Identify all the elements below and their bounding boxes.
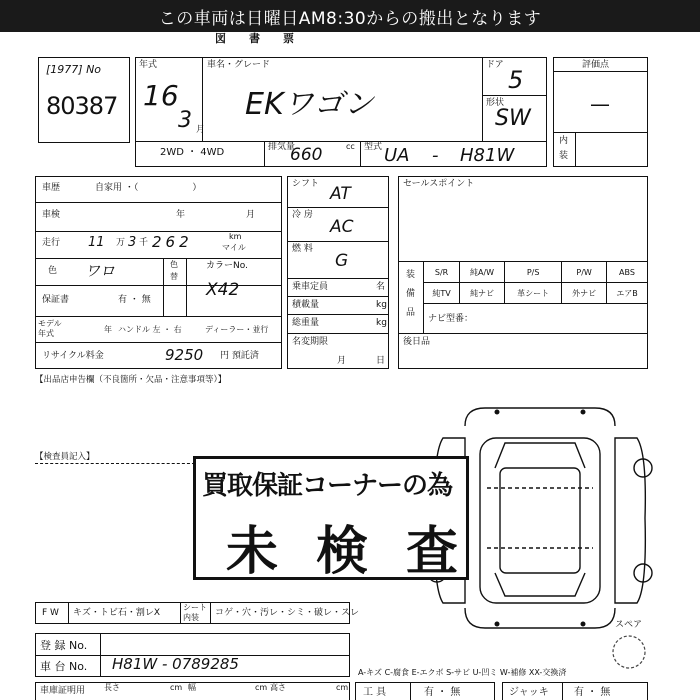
mileage-man: 11 [88, 235, 105, 250]
color-value: ワロ [85, 262, 116, 280]
model-year-label-1: モデル [38, 319, 62, 328]
mileage-label: 走行 [42, 238, 61, 248]
rating-label: 評価点 [582, 60, 610, 70]
equipment-grid [423, 261, 648, 304]
seat-damage-codes: コゲ・穴・汚レ・シミ・破レ・スレ [215, 608, 360, 618]
model-name: EKワゴン [245, 87, 374, 122]
equipment-cell: ABS [607, 262, 648, 283]
width-label: 幅 [188, 683, 196, 692]
lot-number: 80387 [46, 92, 118, 120]
spare-label: スペア [615, 620, 643, 630]
year-era: 16 [143, 79, 179, 112]
tools-label: 工 具 [363, 687, 387, 698]
equipment-cell: 外ナビ [562, 283, 607, 304]
color-change-label-1: 色 [170, 260, 178, 269]
registration-label: 登 録 No. [40, 639, 88, 652]
month-unit: 月 [196, 125, 206, 135]
recycle-unit: 円 預託済 [220, 351, 259, 361]
jack-value: 有 ・ 無 [574, 687, 611, 698]
chassis-number: H81W - 0789285 [112, 655, 239, 673]
displacement-value: 660 [290, 145, 323, 165]
displacement-label: 排気量 [268, 142, 296, 152]
equipment-label-1: 装 [406, 270, 416, 280]
mileage-sen-unit: 千 [139, 238, 149, 248]
load-unit: kg [376, 300, 387, 310]
interior-label-2: 装 [559, 151, 569, 161]
name-change-day: 日 [376, 356, 386, 366]
doors-value: 5 [508, 66, 524, 94]
inspection-year: 年 [176, 210, 186, 220]
stamp-line-1: 買取保証コーナーの為 [202, 471, 453, 501]
mileage-unit-km: km [229, 232, 242, 241]
load-label: 積載量 [292, 300, 320, 310]
equipment-cell: エアB [607, 283, 648, 304]
mileage-sen: 3 [128, 235, 137, 250]
equipment-label-3: 品 [406, 308, 416, 318]
mileage-rest: 262 [152, 233, 193, 251]
navi-model-label: ナビ型番： [428, 314, 474, 324]
fuel-label: 燃 料 [292, 244, 313, 254]
equipment-cell: 純TV [424, 283, 460, 304]
shift-label: シフト [292, 179, 320, 189]
equipment-cell: P/S [505, 262, 562, 283]
model-year-label-2: 年式 [38, 329, 54, 338]
handle-side: ハンドル 左 ・ 右 [118, 325, 182, 334]
height-label: 高さ [270, 683, 286, 692]
model-code-label: 型式 [364, 142, 383, 152]
aircon-label: 冷 房 [292, 210, 313, 220]
sales-point-label: セールスポイント [403, 179, 475, 189]
drive-type: 2WD ・ 4WD [160, 147, 225, 158]
jack-label: ジャッキ [509, 687, 549, 698]
lot-tag: [1977] No [46, 63, 102, 76]
model-code-dash: - [432, 145, 439, 166]
color-number: X42 [206, 280, 240, 300]
equipment-cell: S/R [424, 262, 460, 283]
sheet-title-fragment: 図 書 票 [215, 32, 300, 45]
weight-label: 総重量 [292, 318, 320, 328]
garage-cert-label: 車庫証明用 [40, 686, 86, 696]
inspection-month: 月 [246, 210, 256, 220]
weight-unit: kg [376, 318, 387, 328]
fw-damage-codes: キズ・トビ石・割レX [73, 608, 160, 618]
model-code-prefix: UA [384, 145, 410, 166]
inspection-label: 車検 [42, 210, 61, 220]
model-code-value: H81W [460, 145, 515, 166]
exhibitor-notes-label: 【出品店申告欄（不良箇所・欠品・注意事項等）】 [35, 375, 227, 385]
length-label: 長さ [104, 683, 120, 692]
name-change-month: 月 [337, 356, 347, 366]
name-change-label: 名変期限 [292, 337, 329, 347]
body-style-label: 形状 [486, 98, 505, 108]
stamp-line-2: 未検査 [226, 522, 497, 582]
fuel-value: G [335, 251, 349, 271]
capacity-label: 乗車定員 [292, 282, 329, 292]
displacement-unit: cc [346, 142, 355, 151]
body-style-value: SW [495, 106, 531, 131]
shift-value: AT [330, 184, 351, 204]
pickup-notice-banner: この車両は日曜日AM8:30からの搬出となります [0, 0, 700, 32]
warranty-label: 保証書 [42, 295, 70, 305]
height-unit: cm [336, 683, 349, 692]
equipment-cell: 純ナビ [460, 283, 505, 304]
mileage-man-unit: 万 [116, 238, 126, 248]
spare-tire-icon [610, 633, 648, 671]
year-month: 3 [178, 108, 192, 133]
mileage-unit-mile: マイル [222, 243, 246, 252]
model-year-unit: 年 [104, 325, 112, 334]
history-label: 車歴 [42, 183, 61, 193]
history-value: 自家用 ・（ ） [95, 183, 202, 193]
color-label: 色 [48, 266, 58, 276]
aircon-value: AC [330, 217, 354, 237]
chassis-label: 車 台 No. [40, 660, 88, 673]
unchecked-stamp [193, 456, 497, 582]
capacity-unit: 名 [376, 282, 386, 292]
dealer-type: ディーラー・並行 [205, 325, 269, 334]
doors-label: ドア [486, 60, 504, 70]
seat-label-1: シート [183, 603, 207, 612]
remarks-label: 後日品 [403, 337, 431, 347]
seat-label-2: 内装 [183, 613, 199, 622]
equipment-label-2: 備 [406, 289, 416, 299]
year-label: 年式 [139, 60, 158, 70]
model-label: 車名・グレード [207, 60, 271, 70]
equipment-cell: P/W [562, 262, 607, 283]
tools-value: 有 ・ 無 [424, 687, 461, 698]
damage-code-legend: A-キズ C-腐食 E-エクボ S-サビ U-凹ミ W-補修 XX-交換済 [358, 668, 567, 677]
equipment-cell: 革シート [505, 283, 562, 304]
length-unit: cm [170, 683, 183, 692]
rating-value: — [590, 92, 610, 116]
width-unit: cm [255, 683, 268, 692]
details-table [35, 176, 282, 369]
equipment-cell: 純A/W [460, 262, 505, 283]
interior-label-1: 内 [559, 136, 569, 146]
inspector-notes-label: 【検査員記入】 [35, 452, 95, 462]
recycle-fee: 9250 [165, 346, 204, 364]
color-number-label: カラーNo. [206, 261, 248, 271]
warranty-value: 有 ・ 無 [118, 295, 151, 305]
recycle-label: リサイクル料金 [42, 351, 104, 361]
fw-label: F W [42, 608, 59, 618]
color-change-label-2: 替 [170, 272, 178, 281]
